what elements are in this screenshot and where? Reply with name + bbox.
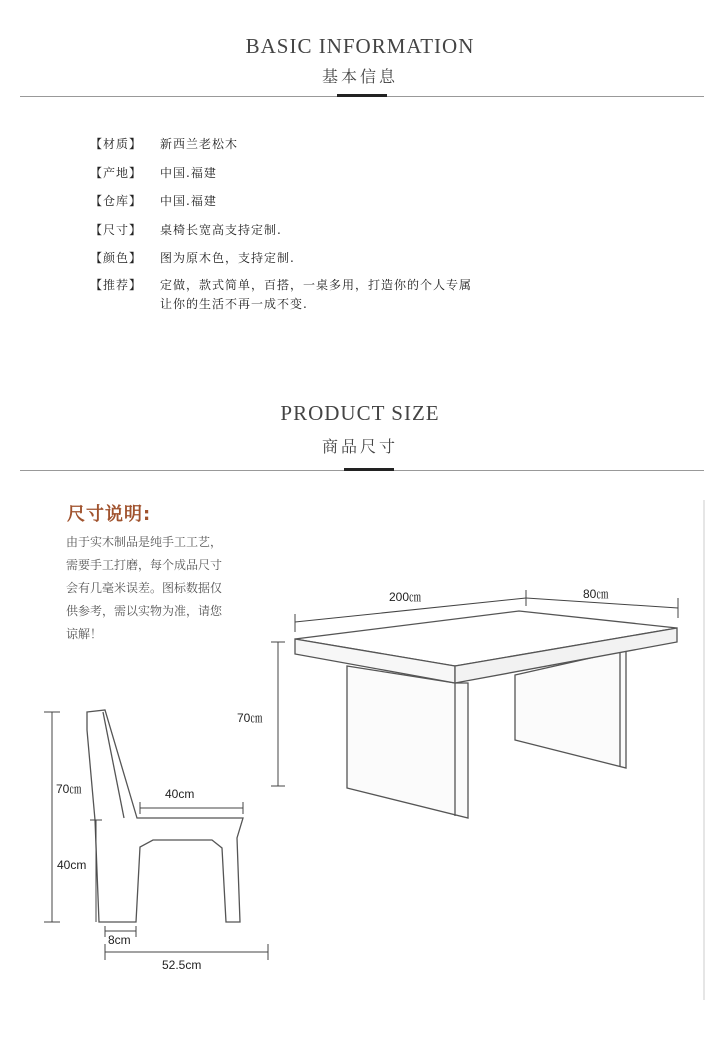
chair-drawing — [87, 710, 243, 922]
info-key: 【材质】 — [90, 137, 143, 151]
info-value: 定做，款式简单，百搭，一桌多用，打造你的个人专属 — [160, 278, 473, 292]
note-line: 由于实木制品是纯手工工艺， — [66, 535, 223, 549]
chair-height-label: 70㎝ — [56, 782, 82, 796]
info-key: 【产地】 — [90, 166, 143, 180]
info-value: 中国.福建 — [160, 194, 217, 208]
chair-length-label: 52.5cm — [162, 958, 202, 972]
note-line: 供参考，需以实物为准，请您 — [66, 604, 223, 618]
size-title-en: PRODUCT SIZE — [280, 401, 440, 425]
info-key: 【仓库】 — [90, 194, 143, 208]
table-height-label: 70㎝ — [237, 711, 263, 725]
info-value: 桌椅长宽高支持定制. — [160, 223, 282, 237]
info-value-continued: 让你的生活不再一成不变. — [160, 297, 308, 311]
chair-seat-height-label: 40cm — [57, 858, 87, 872]
info-value: 图为原木色，支持定制. — [160, 251, 295, 265]
info-key: 【推荐】 — [90, 278, 143, 292]
info-value: 中国.福建 — [160, 166, 217, 180]
table-leg-front — [347, 666, 468, 818]
basic-title-en: BASIC INFORMATION — [245, 34, 475, 58]
table-width-label: 80㎝ — [583, 587, 609, 601]
chair-leg-label: 8cm — [108, 933, 131, 947]
note-line: 需要手工打磨，每个成品尺寸 — [66, 558, 223, 572]
table-drawing — [295, 611, 677, 818]
size-note-title: 尺寸说明: — [67, 504, 152, 525]
note-line: 会有几毫米误差。图标数据仅 — [66, 581, 223, 595]
basic-title-cn: 基本信息 — [321, 67, 398, 86]
table-length-label: 200㎝ — [389, 590, 422, 604]
info-value: 新西兰老松木 — [160, 137, 239, 151]
note-line: 谅解！ — [66, 627, 103, 641]
chair-seat-depth-label: 40cm — [165, 787, 195, 801]
size-title-cn: 商品尺寸 — [321, 437, 398, 456]
info-key: 【尺寸】 — [90, 223, 143, 237]
chair-body — [87, 710, 243, 922]
info-key: 【颜色】 — [90, 251, 143, 265]
